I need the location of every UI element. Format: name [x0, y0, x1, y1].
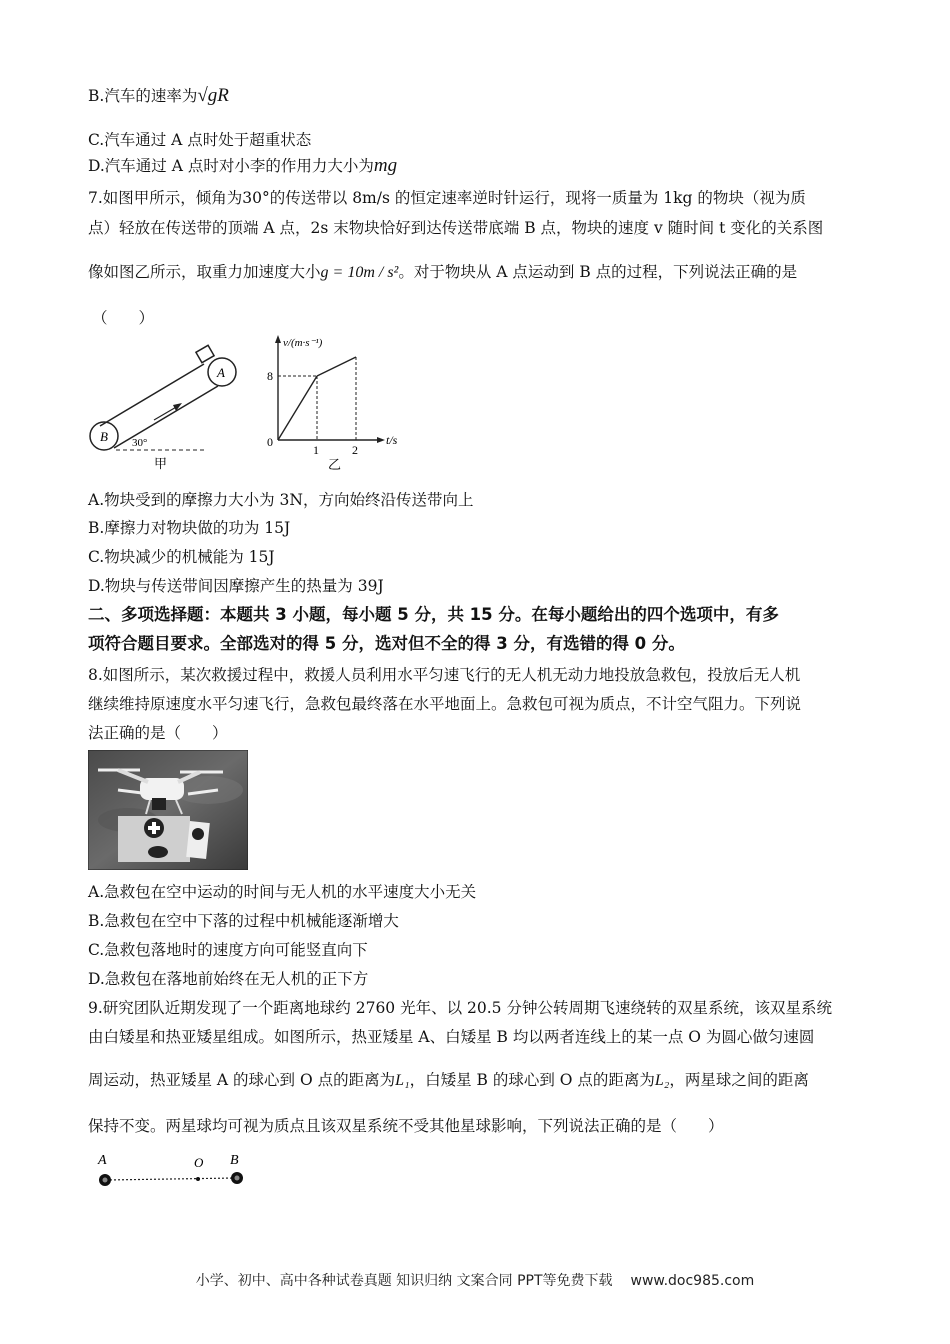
q8-line3: 法正确的是（ ）	[88, 724, 228, 742]
q7-line3	[88, 262, 797, 283]
x-axis-label: t/s	[386, 433, 398, 447]
q9-line4: 保持不变。两星球均可视为质点且该双星系统不受其他星球影响，下列说法正确的是（ ）	[88, 1117, 724, 1135]
text: 像如图乙所示，取重力加速度大小	[88, 263, 321, 281]
q8-option-c: C.急救包落地时的速度方向可能竖直向下	[88, 941, 368, 959]
segment-2	[317, 357, 356, 376]
math-expression: L₂	[654, 1072, 670, 1089]
caption-yi: 乙	[328, 457, 342, 472]
section-heading-line1: 二、多项选择题：本题共 3 小题，每小题 5 分，共 15 分。在每小题给出的四个选项中，有多	[88, 605, 779, 624]
q9-line2: 由白矮星和热亚矮星组成。如图所示，热亚矮星 A、白矮星 B 均以两者连线上的某一点 O 为圆心做匀速圆	[88, 1028, 815, 1046]
text: 。对于物块从 A 点运动到 B 点的过程，下列说法正确的是	[398, 263, 798, 281]
q6-option-d	[88, 156, 397, 176]
q8-option-b: B.急救包在空中下落的过程中机械能逐渐增大	[88, 912, 399, 930]
tick-8: 8	[267, 369, 273, 383]
segment-1	[278, 376, 317, 440]
q7-line2: 点）轻放在传送带的顶端 A 点，2s 末物块恰好到达传送带底端 B 点，物块的速度 v 随时间 t 变化的关系图	[88, 219, 824, 237]
y-axis-label: v/(m·s⁻¹)	[283, 337, 323, 349]
label-b: B	[100, 429, 108, 444]
conveyor-belt-figure	[86, 340, 246, 470]
point-o	[196, 1177, 200, 1181]
q7-option-b: B.摩擦力对物块做的功为 15J	[88, 519, 291, 537]
binary-star-figure	[92, 1150, 252, 1195]
math-expression: √gR	[197, 85, 229, 106]
math-expression: g = 10m / s²	[320, 264, 399, 281]
q7-answer-paren: （ ）	[92, 309, 155, 327]
q8-option-a: A.急救包在空中运动的时间与无人机的水平速度大小无关	[88, 883, 477, 901]
tick-2: 2	[352, 443, 358, 457]
footer-site: www.doc985.com	[630, 1273, 755, 1289]
option-text: D.汽车通过 A 点时对小李的作用力大小为	[88, 157, 374, 175]
drone-photo	[88, 750, 248, 870]
label-a: A	[217, 365, 225, 380]
text: ，两星球之间的距离	[669, 1071, 809, 1089]
q6-option-c: C.汽车通过 A 点时处于超重状态	[88, 131, 312, 149]
page-footer	[0, 1270, 950, 1290]
q7-line1: 7.如图甲所示，倾角为30°的传送带以 8m/s 的恒定速率逆时针运行，现将一质量为 1kg 的物块（视为质	[88, 189, 806, 207]
label-a: A	[98, 1153, 107, 1168]
caption-jia: 甲	[154, 456, 168, 470]
q6-option-b	[88, 86, 229, 106]
label-b: B	[230, 1153, 239, 1168]
angle-label: 30°	[132, 437, 148, 449]
q9-line1: 9.研究团队近期发现了一个距离地球约 2760 光年、以 20.5 分钟公转周期飞速绕转的双星系统，该双星系统	[88, 999, 832, 1017]
q7-option-a: A.物块受到的摩擦力大小为 3N，方向始终沿传送带向上	[88, 491, 474, 509]
tick-1: 1	[313, 443, 319, 457]
q8-line2: 继续维持原速度水平匀速飞行，急救包最终落在水平地面上。急救包可视为质点，不计空气阻力。下列说	[88, 695, 802, 713]
text: ，白矮星 B 的球心到 O 点的距离为	[409, 1071, 655, 1089]
block	[196, 345, 214, 362]
velocity-time-graph	[262, 332, 422, 472]
math-expression: L₁	[395, 1072, 410, 1089]
section-heading-line2: 项符合题目要求。全部选对的得 5 分，选对但不全的得 3 分，有选错的得 0 分。	[88, 634, 685, 653]
q7-option-d: D.物块与传送带间因摩擦产生的热量为 39J	[88, 577, 384, 595]
q8-line1: 8.如图所示，某次救援过程中，救援人员利用水平匀速飞行的无人机无动力地投放急救包，投放后无人机	[88, 666, 801, 684]
math-expression: mg	[373, 155, 398, 176]
text: 周运动，热亚矮星 A 的球心到 O 点的距离为	[88, 1071, 396, 1089]
q8-option-d: D.急救包在落地前始终在无人机的正下方	[88, 970, 369, 988]
q9-line3	[88, 1070, 809, 1091]
tick-0: 0	[267, 435, 273, 449]
footer-text: 小学、初中、高中各种试卷真题 知识归纳 文案合同 PPT等免费下载	[195, 1273, 613, 1289]
label-o: O	[194, 1155, 204, 1170]
q7-option-c: C.物块减少的机械能为 15J	[88, 548, 275, 566]
option-text: B.汽车的速率为	[88, 87, 198, 105]
